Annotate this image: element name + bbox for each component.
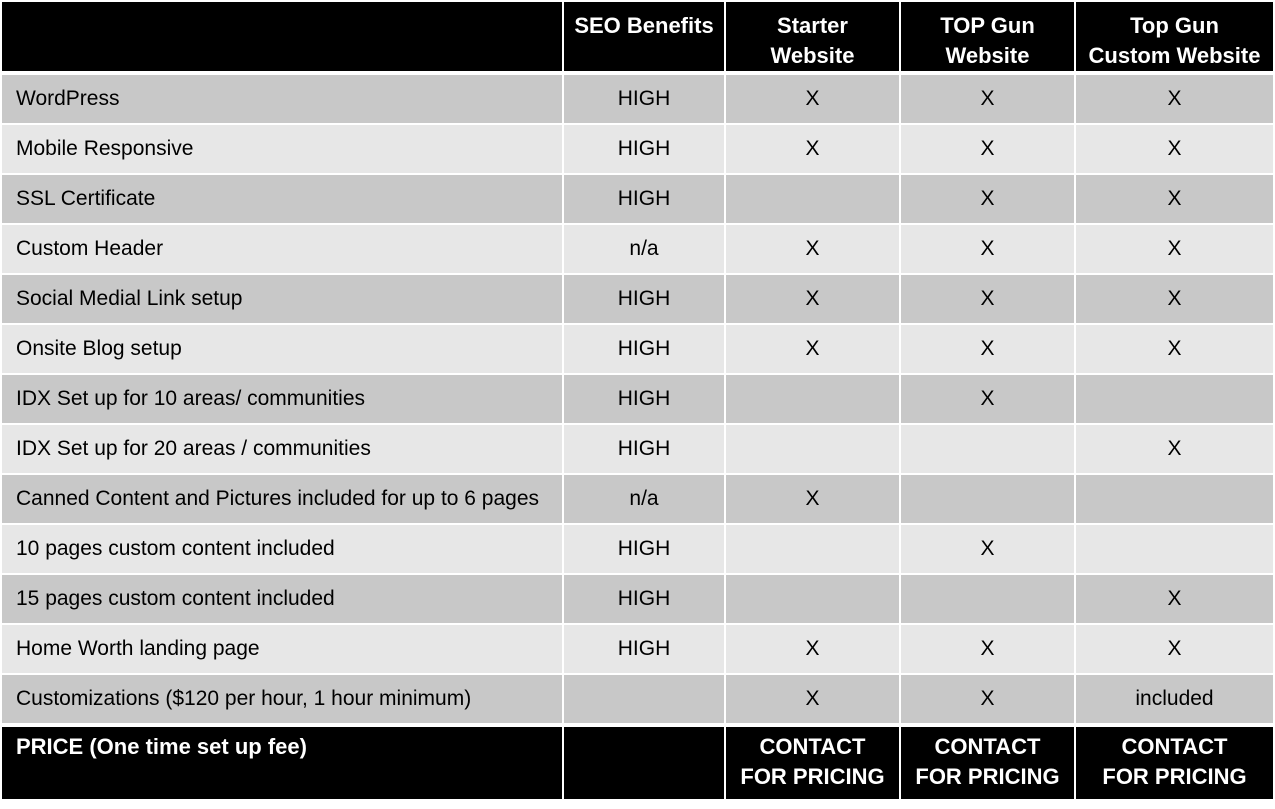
table-row — [2, 175, 1273, 225]
top-gun-cell — [901, 575, 1076, 625]
top-gun-cell — [901, 425, 1076, 475]
top-gun-custom-cell: X — [1076, 75, 1273, 125]
feature-cell: 15 pages custom content included — [2, 575, 564, 625]
seo-benefit-cell: HIGH — [564, 125, 726, 175]
header-row — [2, 2, 1273, 75]
top-gun-custom-cell: included — [1076, 675, 1273, 725]
table-row — [2, 325, 1273, 375]
price-top-gun: CONTACT FOR PRICING — [901, 725, 1076, 799]
top-gun-cell: X — [901, 675, 1076, 725]
feature-cell: Custom Header — [2, 225, 564, 275]
seo-benefit-cell: HIGH — [564, 575, 726, 625]
top-gun-custom-cell: X — [1076, 425, 1273, 475]
seo-benefit-cell: HIGH — [564, 275, 726, 325]
starter-cell: X — [726, 275, 901, 325]
seo-benefit-cell: n/a — [564, 225, 726, 275]
table-row — [2, 475, 1273, 525]
starter-cell — [726, 525, 901, 575]
top-gun-custom-cell: X — [1076, 325, 1273, 375]
price-starter: CONTACT FOR PRICING — [726, 725, 901, 799]
seo-benefit-cell: HIGH — [564, 325, 726, 375]
top-gun-custom-cell — [1076, 475, 1273, 525]
top-gun-cell — [901, 475, 1076, 525]
starter-cell: X — [726, 325, 901, 375]
starter-cell: X — [726, 125, 901, 175]
table-row — [2, 275, 1273, 325]
feature-cell: SSL Certificate — [2, 175, 564, 225]
table-row — [2, 375, 1273, 425]
starter-cell: X — [726, 475, 901, 525]
header-seo-benefits: SEO Benefits — [564, 2, 726, 75]
seo-benefit-cell: HIGH — [564, 525, 726, 575]
feature-cell: Social Medial Link setup — [2, 275, 564, 325]
top-gun-cell: X — [901, 325, 1076, 375]
table-row — [2, 225, 1273, 275]
top-gun-cell: X — [901, 375, 1076, 425]
header-top-gun-custom-website: Top Gun Custom Website — [1076, 2, 1273, 75]
top-gun-cell: X — [901, 225, 1076, 275]
top-gun-custom-cell: X — [1076, 125, 1273, 175]
table-row — [2, 425, 1273, 475]
top-gun-custom-cell: X — [1076, 225, 1273, 275]
seo-benefit-cell: HIGH — [564, 175, 726, 225]
comparison-table — [2, 2, 1273, 799]
feature-cell: 10 pages custom content included — [2, 525, 564, 575]
table-row — [2, 675, 1273, 725]
top-gun-cell: X — [901, 275, 1076, 325]
price-row — [2, 725, 1273, 799]
top-gun-custom-cell — [1076, 525, 1273, 575]
top-gun-cell: X — [901, 125, 1076, 175]
feature-cell: Home Worth landing page — [2, 625, 564, 675]
table-row — [2, 625, 1273, 675]
starter-cell — [726, 425, 901, 475]
feature-cell: IDX Set up for 10 areas/ communities — [2, 375, 564, 425]
top-gun-cell: X — [901, 75, 1076, 125]
seo-benefit-cell — [564, 675, 726, 725]
table-row — [2, 75, 1273, 125]
feature-cell: Canned Content and Pictures included for up to 6 pages — [2, 475, 564, 525]
seo-benefit-cell: HIGH — [564, 425, 726, 475]
top-gun-custom-cell: X — [1076, 275, 1273, 325]
table-row — [2, 575, 1273, 625]
top-gun-custom-cell: X — [1076, 625, 1273, 675]
header-blank — [2, 2, 564, 75]
seo-benefit-cell: HIGH — [564, 375, 726, 425]
starter-cell — [726, 575, 901, 625]
top-gun-custom-cell — [1076, 375, 1273, 425]
price-label: PRICE (One time set up fee) — [2, 725, 564, 799]
top-gun-cell: X — [901, 625, 1076, 675]
table-body — [2, 75, 1273, 725]
seo-benefit-cell: n/a — [564, 475, 726, 525]
seo-benefit-cell: HIGH — [564, 75, 726, 125]
price-seo-cell — [564, 725, 726, 799]
starter-cell: X — [726, 675, 901, 725]
table-footer — [2, 725, 1273, 799]
header-starter-website: Starter Website — [726, 2, 901, 75]
table-row — [2, 525, 1273, 575]
table-row — [2, 125, 1273, 175]
starter-cell — [726, 375, 901, 425]
header-top-gun-website: TOP Gun Website — [901, 2, 1076, 75]
top-gun-custom-cell: X — [1076, 175, 1273, 225]
feature-cell: WordPress — [2, 75, 564, 125]
table-header — [2, 2, 1273, 75]
feature-cell: Onsite Blog setup — [2, 325, 564, 375]
top-gun-cell: X — [901, 175, 1076, 225]
starter-cell: X — [726, 625, 901, 675]
feature-cell: Customizations ($120 per hour, 1 hour minimum) — [2, 675, 564, 725]
feature-cell: Mobile Responsive — [2, 125, 564, 175]
top-gun-custom-cell: X — [1076, 575, 1273, 625]
starter-cell — [726, 175, 901, 225]
starter-cell: X — [726, 75, 901, 125]
feature-cell: IDX Set up for 20 areas / communities — [2, 425, 564, 475]
top-gun-cell: X — [901, 525, 1076, 575]
price-top-gun-custom: CONTACT FOR PRICING — [1076, 725, 1273, 799]
seo-benefit-cell: HIGH — [564, 625, 726, 675]
starter-cell: X — [726, 225, 901, 275]
